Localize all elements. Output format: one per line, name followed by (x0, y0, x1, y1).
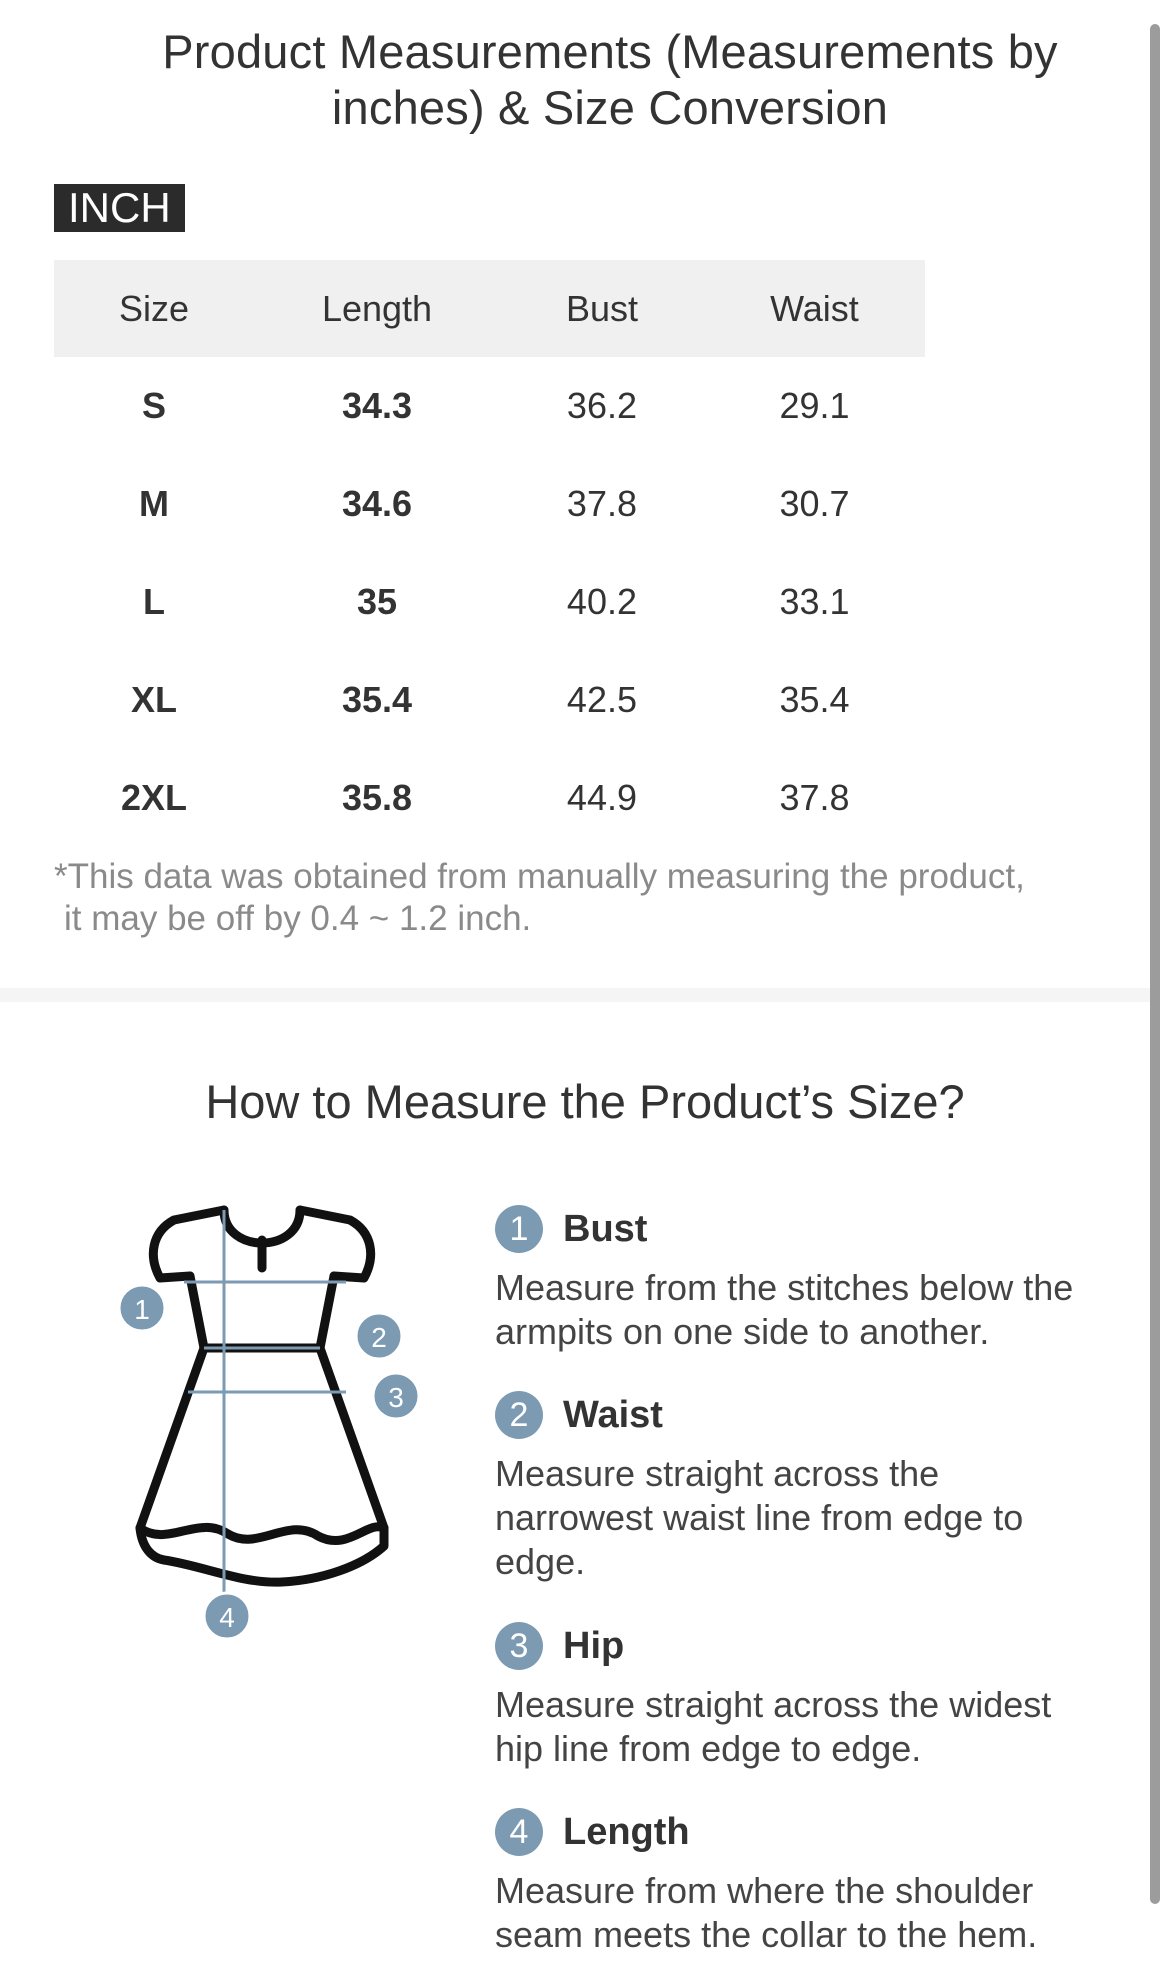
step-title: Bust (563, 1207, 648, 1250)
vertical-scrollbar[interactable] (1150, 24, 1160, 1904)
cell-bust: 36.2 (566, 385, 637, 426)
step-title: Length (563, 1810, 690, 1853)
cell-size: 2XL (121, 777, 188, 818)
marker-3 (373, 1373, 419, 1419)
marker-1-label: 1 (134, 1294, 150, 1325)
step-title: Waist (563, 1393, 663, 1436)
measure-step-bust (495, 1202, 1135, 1354)
step-description-line: edge. (495, 1541, 586, 1582)
marker-2 (356, 1313, 402, 1359)
step-number-badge: 4 (495, 1808, 543, 1856)
page-title (0, 24, 1170, 136)
cell-bust: 44.9 (566, 777, 637, 818)
cell-waist: 35.4 (779, 679, 850, 720)
cell-size: S (142, 385, 167, 426)
marker-4 (204, 1593, 250, 1639)
step-title: Hip (563, 1624, 625, 1667)
cell-bust: 37.8 (566, 483, 637, 524)
cell-length: 34.3 (341, 385, 413, 426)
table-row (54, 651, 925, 749)
step-description-line: Measure straight across the (495, 1453, 940, 1494)
step-number-badge: 2 (495, 1391, 543, 1439)
marker-4-label: 4 (219, 1602, 235, 1633)
header-bust: Bust (500, 260, 704, 357)
step-description (495, 1266, 1135, 1354)
step-description-line: narrowest waist line from edge to (495, 1497, 1024, 1538)
table-row (54, 749, 925, 847)
cell-length: 35.4 (341, 679, 413, 720)
header-size: Size (54, 260, 254, 357)
page-title-line-2: inches) & Size Conversion (331, 81, 889, 134)
page-title-line-1: Product Measurements (Measurements by (162, 25, 1058, 78)
size-table (54, 260, 925, 847)
cell-size: M (139, 483, 170, 524)
step-description-line: Measure from where the shoulder (495, 1870, 1034, 1911)
marker-1 (119, 1285, 165, 1331)
measure-step-waist (495, 1388, 1135, 1584)
cell-length: 35.8 (341, 777, 413, 818)
cell-length: 35 (356, 581, 398, 622)
cell-waist: 37.8 (779, 777, 850, 818)
dress-outline (140, 1210, 384, 1582)
cell-length: 34.6 (341, 483, 413, 524)
step-description (495, 1869, 1135, 1957)
step-description-line: Measure straight across the widest (495, 1684, 1052, 1725)
cell-waist: 29.1 (779, 385, 850, 426)
step-description (495, 1452, 1135, 1584)
measure-step-hip (495, 1619, 1135, 1771)
cell-bust: 42.5 (566, 679, 637, 720)
step-description-line: Measure from the stitches below the (495, 1267, 1074, 1308)
measurement-disclaimer (54, 856, 1074, 940)
table-row (54, 357, 925, 455)
step-description (495, 1683, 1135, 1771)
header-length: Length (254, 260, 500, 357)
table-header-row (54, 260, 925, 357)
step-number-badge: 1 (495, 1205, 543, 1253)
measure-step-length (495, 1805, 1135, 1957)
cell-waist: 33.1 (779, 581, 850, 622)
step-description-line: seam meets the collar to the hem. (495, 1914, 1038, 1955)
marker-2-label: 2 (371, 1322, 387, 1353)
unit-tag: INCH (54, 184, 185, 232)
step-number-badge: 3 (495, 1622, 543, 1670)
step-description-line: armpits on one side to another. (495, 1311, 990, 1352)
cell-waist: 30.7 (779, 483, 850, 524)
section-divider (0, 988, 1150, 1002)
dress-diagram (112, 1196, 432, 1646)
disclaimer-line-2: it may be off by 0.4 ~ 1.2 inch. (64, 899, 532, 938)
table-row (54, 455, 925, 553)
cell-bust: 40.2 (566, 581, 637, 622)
how-to-measure-heading: How to Measure the Product’s Size? (205, 1075, 965, 1128)
table-row (54, 553, 925, 651)
cell-size: L (143, 581, 166, 622)
disclaimer-line-1: *This data was obtained from manually measuring the product, (54, 857, 1025, 896)
header-waist: Waist (704, 260, 925, 357)
step-description-line: hip line from edge to edge. (495, 1728, 922, 1769)
cell-size: XL (131, 679, 178, 720)
marker-3-label: 3 (388, 1382, 404, 1413)
